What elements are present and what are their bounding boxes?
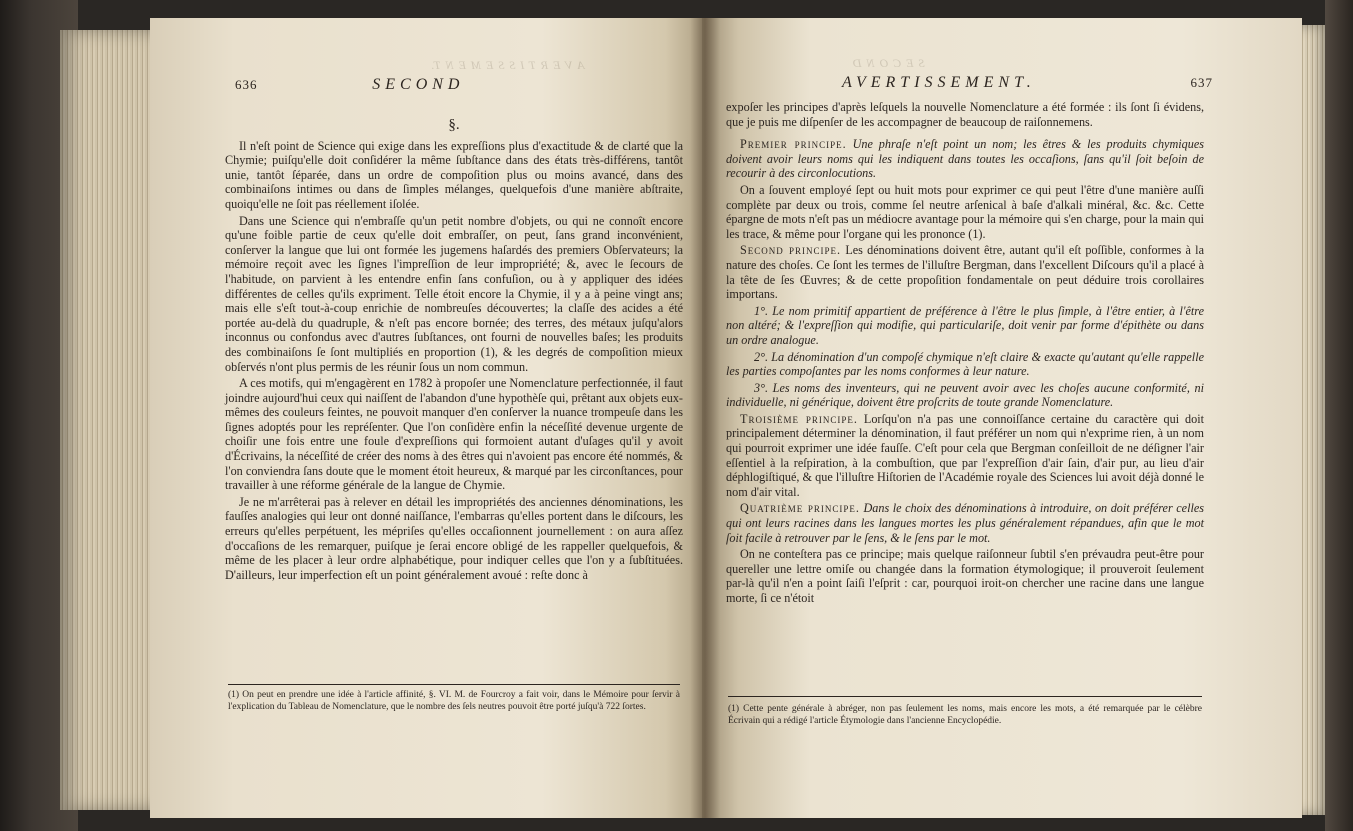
- show-through-text-right: S E C O N D: [852, 56, 925, 70]
- book-cover-right: [1325, 0, 1353, 831]
- left-paragraph-3: A ces motifs, qui m'engagèrent en 1782 à propoſer une Nomenclature perfectionnée, il faut joindre aujourd'hui ceux qui naiſſent de l'abandon d'une hypothèſe qui, prêtant aux objets eux-mêmes des couleurs feintes, ne pouvoit manquer d'en conſerver la nuance trompeuſe dans les ſignes adoptés pour les repréſenter. Que l'on conſidère enfin la néceſſité devenue urgente de choiſir une fois entre une foule d'expreſſions qui formoient autant d'uſages qu'il y avoit d'Écrivains, la néceſſité de créer des noms à des êtres qui n'avoient pas encore été nommés, & l'on conviendra ſans doute que le moment étoit heureux, & marqué par les circonſtances, pour travailler à une réforme générale de la langue de Chymie.: [225, 376, 683, 493]
- principle-4-text: Dans le choix des dénominations à introduire, on doit préférer celles qui ont leurs racines dans les langues mortes les plus généralement répandues, afin que le mot ſoit facile à retrouver par le ſens, & le ſens par le mot.: [726, 501, 1204, 545]
- left-paragraph-4: Je ne m'arrêterai pas à relever en détail les impropriétés des anciennes dénominations, les fauſſes analogies qui leur ont donné naiſſance, l'embarras qu'elles portent dans le diſcours, les erreurs qu'elles perpétuent, les mépriſes qu'elles occaſionnent journellement : on aura aſſez d'occaſions de les remarquer, puiſque je ſerai encore obligé de les rappeller quelquefois, & même de les placer à leur ordre alphabétique, pour indiquer celles que l'on y a ſubſtituées. D'ailleurs, leur imperfection eſt un point généralement avoué : reſte donc à: [225, 494, 683, 582]
- left-running-head: [235, 76, 464, 94]
- principle-3-text: Lorſqu'on n'a pas une connoiſſance certaine du caractère qui doit principalement déterminer la dénomination, il faut préférer un nom qui n'exprime rien, à un nom qui pourroit exprimer une idée fauſſe. C'eſt pour cela que Bergman conſeilloit de ne déſigner l'air eſſentiel à la reſpiration, à la combuſtion, que par l'expreſſion d'air ſain, d'air pur, au lieu d'air déphlogiſtiqué, & que l'illuſtre Hiſtorien de l'Académie royale des Sciences lui avoit déjà donné le nom d'air vital.: [726, 411, 1205, 499]
- corollary-2-text: 2°. La dénomination d'un compoſé chymique n'eſt claire & exacte qu'autant qu'elle rappelle les parties compoſantes par les noms conformes à leur nature.: [726, 349, 1204, 379]
- left-paragraph-2: Dans une Science qui n'embraſſe qu'un petit nombre d'objets, ou qui ne connoît encore qu'une foible partie de ceux qu'elle doit embraſſer, on peut, ſans grand inconvénient, conſerver la langue que lui ont formée les jugemens haſardés des premiers Obſervateurs; la mémoire reçoit avec les ſignes l'impreſſion de leur impropriété; &, avec le ſecours de l'habitude, on parvient à les entendre enfin ſans confuſion, ou à y appliquer des idées différentes de celles qu'ils expriment. Telle étoit encore la Chymie, il y a à peine vingt ans; mais elle s'eſt tout-à-coup enrichie de nombreuſes découvertes; la claſſe des acides a été portée au-delà du quadruple, & n'eſt pas encore bornée; des terres, des métaux juſqu'alors inconnus ou confondus avec d'autres ſubſtances, ont fourni de nouvelles baſes; les produits des combinaiſons ſe ſont multipliés en proportion (1), & les degrés de compoſition mieux obſervés n'ont plus permis de les réunir ſous un nom commun.: [225, 213, 683, 374]
- principle-1-text: Une phraſe n'eſt point un nom; les êtres & les produits chymiques doivent avoir leurs noms qui les indiquent dans toutes les occaſions, ſans qu'il ſoit beſoin de recourir à des circonlocutions.: [726, 137, 1204, 181]
- principle-3-heading: Troisième principe.: [740, 411, 858, 426]
- right-page: [702, 18, 1302, 818]
- corollary-1: [726, 304, 1204, 348]
- right-page-title: AVERTISSEMENT.: [842, 74, 1036, 91]
- left-page: [150, 18, 710, 818]
- right-paragraph-3-text: On a ſouvent employé ſept ou huit mots pour exprimer ce qui peut l'être d'une manière auſſi complète par deux ou trois, comme ſel neutre arſenical à baſe d'alkali minéral, &c. &c. Cette épargne de mots n'eſt pas un médiocre avantage pour la mémoire qui s'en charge, pour la main qui les trace, & même pour l'organe qui les prononce (1).: [726, 182, 1204, 241]
- right-body-text: [726, 100, 1204, 608]
- left-paragraph-1: Il n'eſt point de Science qui exige dans les expreſſions plus d'exactitude & de clarté que la Chymie; puiſqu'elle doit conſidérer la même ſubſtance dans des états très-différens, tantôt unie, tantôt ſéparée, dans un ordre de compoſition plus ou moins avancé, dans des combinaiſons intimes ou dans de ſimples mélanges, quelquefois d'une manière abſtraite, quoiqu'elle ne ſoit pas réellement iſolée.: [225, 138, 683, 211]
- right-footnote: (1) Cette pente générale à abréger, non pas ſeulement les noms, mais encore les mots, a été remarquée par le célèbre Écrivain qui a rédigé l'article Étymologie dans l'ancienne Encyclopédie.: [728, 704, 1202, 726]
- left-page-number: 636: [235, 77, 258, 92]
- principle-2-text: Les dénominations doivent être, autant qu'il eſt poſſible, conformes à la nature des choſes. Ce ſont les termes de l'illuſtre Bergman, dans l'excellent Diſcours qu'il a placé à la tête de ſes Œuvres; & de cette propoſition fondamentale on peut déduire trois corollaires importans.: [726, 243, 1204, 302]
- right-paragraph-1: [726, 100, 1204, 129]
- right-footnote-rule: [728, 696, 1202, 697]
- left-body-text: [225, 116, 683, 584]
- principle-4-heading: Quatrième principe.: [740, 501, 860, 516]
- left-footnote-rule: [228, 684, 680, 685]
- left-footnote: (1) On peut en prendre une idée à l'article affinité, §. VI. M. de Fourcroy a fait voir, dans le Mémoire pour ſervir à l'explication du Tableau de Nomenclature, que le nombre des ſels neutres pouvoit être porté juſqu'à 722 ſortes.: [228, 690, 680, 712]
- right-paragraph-8: [726, 412, 1204, 500]
- right-paragraph-3: [726, 183, 1204, 241]
- section-mark: §.: [448, 117, 460, 133]
- corollary-3-text: 3°. Les noms des inventeurs, qui ne peuvent avoir avec les choſes aucune conformité, ni individuelle, ni générique, doivent être proſcrits de toute grande Nomenclature.: [726, 380, 1204, 410]
- corollary-3: [726, 381, 1204, 410]
- right-page-number: 637: [1190, 75, 1214, 90]
- principle-1-heading: Premier principe.: [740, 137, 847, 152]
- right-paragraph-10-text: On ne conteſtera pas ce principe; mais quelque raiſonneur ſubtil s'en prévaudra peut-être pour quereller une lettre omiſe ou changée dans la formation étymologique; il prouveroit ſeulement par-là qu'il n'en a point ſaiſi l'eſprit : car, pourquoi iroit-on chercher une racine dans une langue morte, ſi ce n'étoit: [726, 547, 1204, 605]
- book-gutter: [690, 18, 720, 818]
- corollary-1-text: 1°. Le nom primitif appartient de préférence à l'être le plus ſimple, à l'être entier, à l'être non altéré; & l'expreſſion qui modifie, qui particulariſe, doit venir par forme d'épithète ou dans un ordre analogue.: [726, 303, 1204, 347]
- right-paragraph-1-text: expoſer les principes d'après leſquels la nouvelle Nomenclature a été formée : ils ſont ſi évidens, que je puis me diſpenſer de les accompagner de beaucoup de raiſonnemens.: [726, 100, 1204, 129]
- principle-2-heading: Second principe.: [740, 243, 842, 258]
- right-paragraph-9: [726, 501, 1204, 545]
- corollary-2: [726, 350, 1204, 379]
- page-edges-left: [60, 30, 155, 810]
- left-page-title: SECOND: [372, 76, 465, 93]
- right-paragraph-2: [726, 137, 1204, 181]
- right-paragraph-10: [726, 547, 1204, 605]
- right-paragraph-4: [726, 243, 1204, 301]
- right-running-head: [842, 74, 1213, 92]
- show-through-text: A V E R T I S S E M E N T.: [430, 58, 585, 72]
